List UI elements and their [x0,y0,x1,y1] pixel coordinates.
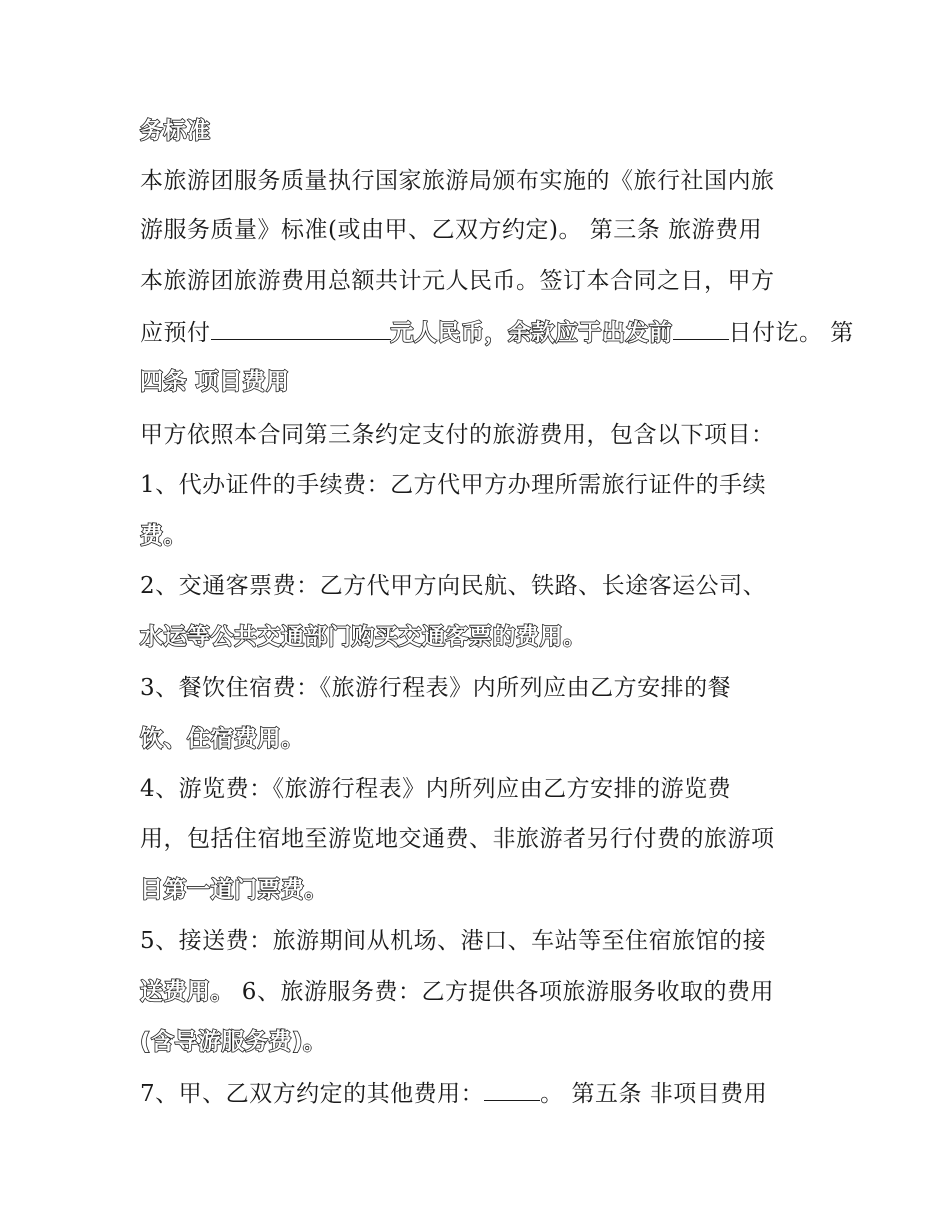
text-line [140,215,762,245]
text-segment: 3、餐饮住宿费：《旅游行程表》内所列应由乙方安排的餐 [140,675,732,701]
text-line [140,774,731,804]
text-segment: (含导游服务费)。 [140,1029,327,1055]
text-segment: 水运等公共交通部门购买交通客票的费用。 [140,624,587,650]
text-line [140,824,775,854]
text-line [140,266,775,296]
text-segment: 饮、住宿费用。 [140,726,305,752]
text-segment: 用，包括住宿地至游览地交通费、非旅游者另行付费的旅游项 [140,826,775,852]
text-segment: 2、交通客票费：乙方代甲方向民航、铁路、长途客运公司、 [140,573,767,599]
text-segment: 务标准 [140,118,211,144]
text-line [140,724,305,754]
text-segment: 。 第五条 非项目费用 [540,1081,768,1107]
text-segment: 7、甲、乙双方约定的其他费用： [140,1081,485,1107]
text-line [140,317,854,348]
fill-in-blank [211,317,391,340]
text-line [140,367,290,397]
text-line [140,521,187,551]
text-segment: 1、代办证件的手续费：乙方代甲方办理所需旅行证件的手续 [140,472,767,498]
text-line [140,673,731,703]
text-segment: 游服务质量》标准(或由甲、乙双方约定)。 第三条 旅游费用 [140,217,763,243]
text-segment: 4、游览费：《旅游行程表》内所列应由乙方安排的游览费 [140,776,732,802]
text-segment: 四条 项目费用 [140,369,290,395]
text-line [140,1078,767,1109]
text-segment: 应预付 [140,320,211,346]
text-line [140,977,774,1007]
text-line [140,926,766,956]
text-segment: 本旅游团旅游费用总额共计元人民币。签订本合同之日，甲方 [140,268,775,294]
text-line [140,420,775,450]
text-segment: 本旅游团服务质量执行国家旅游局颁布实施的《旅行社国内旅 [140,168,775,194]
text-line [140,116,211,146]
text-line [140,571,766,601]
text-line [140,875,328,905]
text-segment: 6、旅游服务费：乙方提供各项旅游服务收取的费用 [234,979,774,1005]
fill-in-blank [673,317,729,340]
text-segment: 目第一道门票费。 [140,877,328,903]
text-segment: 费。 [140,523,187,549]
text-line [140,622,587,652]
text-line [140,166,775,196]
text-segment: 5、接送费：旅游期间从机场、港口、车站等至住宿旅馆的接 [140,928,767,954]
text-segment: 元人民币，余款应于出发前 [390,320,673,346]
fill-in-blank [484,1078,540,1101]
text-segment: 送费用。 [140,979,234,1005]
text-segment: 日付讫。 第 [728,320,854,346]
text-line [140,1027,327,1057]
text-line [140,470,766,500]
text-segment: 甲方依照本合同第三条约定支付的旅游费用，包含以下项目： [140,422,775,448]
